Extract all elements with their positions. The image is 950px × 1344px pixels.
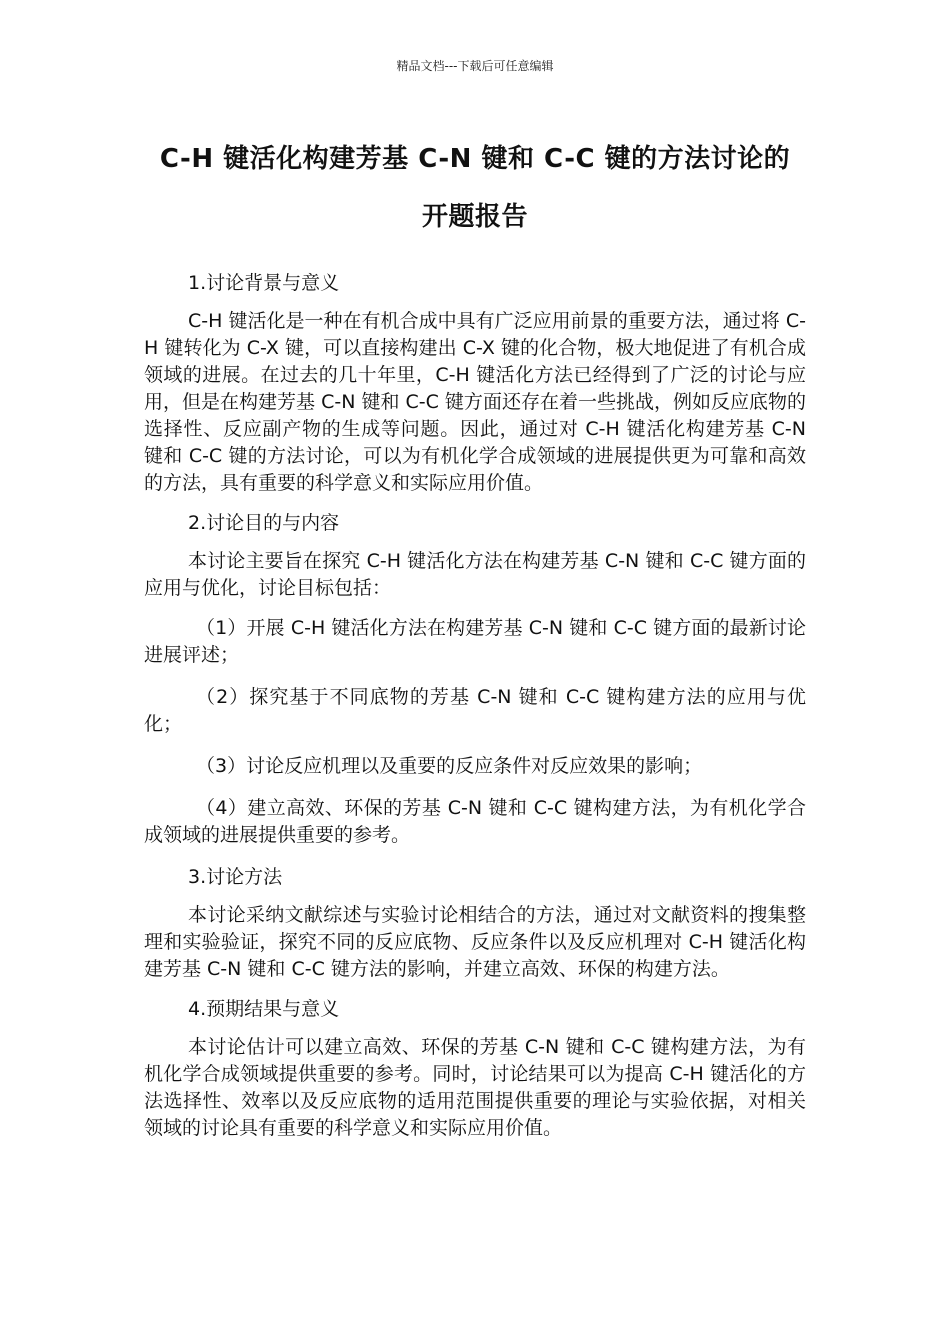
header-note: 精品文档---下载后可任意编辑 [396,59,554,73]
purpose-item-3: （3）讨论反应机理以及重要的反应条件对反应效果的影响； [196,755,703,777]
purpose-item-2: （2）探究基于不同底物的芳基 C-N 键和 C-C 键构建方法的应用与优化； [144,686,806,735]
page-title: C-H 键活化构建芳基 C-N 键和 C-C 键的方法讨论的 [159,144,791,174]
section-body-results: 本讨论估计可以建立高效、环保的芳基 C-N 键和 C-C 键构建方法，为有机化学合成领域提供重要的参考。同时，讨论结果可以为提高 C-H 键活化的方法选择性、效率以及反应底物的适用范围提供重要的理论与实验依据，对相关领域的讨论具有重要的科学意义和实际应用价值。 [144,1036,806,1139]
purpose-item-4: （4）建立高效、环保的芳基 C-N 键和 C-C 键构建方法，为有机化学合成领域的进展提供重要的参考。 [144,797,806,846]
section-heading-results: 4.预期结果与意义 [188,998,340,1020]
section-heading-purpose: 2.讨论目的与内容 [188,512,340,534]
purpose-item-1: （1）开展 C-H 键活化方法在构建芳基 C-N 键和 C-C 键方面的最新讨论进展评述； [144,617,806,666]
section-body-background: C-H 键活化是一种在有机合成中具有广泛应用前景的重要方法，通过将 C-H 键转化为 C-X 键，可以直接构建出 C-X 键的化合物，极大地促进了有机合成领域的进展。在过去的几十年里，C-H 键活化方法已经得到了广泛的讨论与应用，但是在构建芳基 C-N 键和 C-C 键方面还存在着一些挑战，例如反应底物的选择性、反应副产物的生成等问题。因此，通过对 C-H 键活化构建芳基 C-N 键和 C-C 键的方法讨论，可以为有机化学合成领域的进展提供更为可靠和高效的方法，具有重要的科学意义和实际应用价值。 [144,310,806,494]
section-heading-background: 1.讨论背景与意义 [188,272,340,294]
section-body-method: 本讨论采纳文献综述与实验讨论相结合的方法，通过对文献资料的搜集整理和实验验证，探究不同的反应底物、反应条件以及反应机理对 C-H 键活化构建芳基 C-N 键和 C-C 键方法的影响，并建立高效、环保的构建方法。 [144,904,806,980]
page-title-line2: 开题报告 [421,202,528,232]
document-body [144,270,806,1155]
section-body-purpose: 本讨论主要旨在探究 C-H 键活化方法在构建芳基 C-N 键和 C-C 键方面的应用与优化，讨论目标包括： [144,550,806,599]
section-heading-method: 3.讨论方法 [188,866,283,888]
